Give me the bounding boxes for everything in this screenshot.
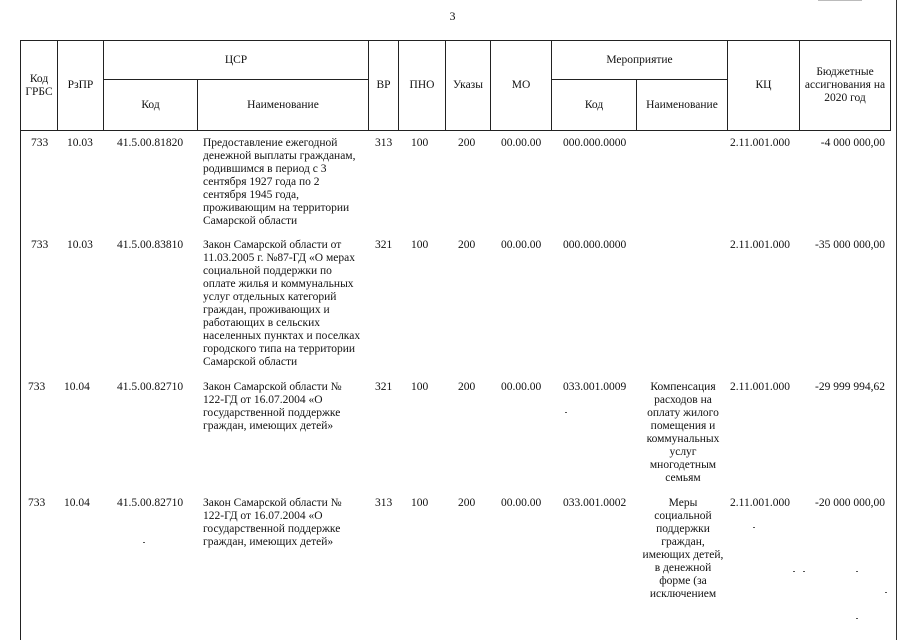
- header-kc: КЦ: [755, 79, 772, 91]
- cell-csr-kod: 41.5.00.82710: [117, 497, 184, 509]
- cell-grbs: 733: [31, 239, 49, 251]
- cell-rzpr: 10.04: [64, 497, 90, 509]
- page-number: 3: [449, 9, 456, 23]
- cell-budget: -29 999 994,62: [815, 381, 885, 393]
- cell-mer-kod: 000.000.0000: [563, 137, 627, 149]
- header-mer-name: Наименование: [646, 98, 718, 111]
- cell-csr-name: Закон Самарской области № 122-ГД от 16.07.2004 «О государственной поддержке граждан, имеющих детей»: [203, 381, 342, 432]
- col-border: [890, 40, 891, 131]
- header-rzpr: РзПР: [67, 79, 94, 91]
- cell-pno: 100: [411, 137, 429, 149]
- cell-budget: -4 000 000,00: [820, 137, 885, 149]
- header-mer-kod: Код: [584, 98, 604, 111]
- cell-rzpr: 10.04: [64, 381, 90, 393]
- header-csr-name: Наименование: [247, 98, 319, 111]
- header-mo: МО: [511, 79, 531, 91]
- cell-mo: 00.00.00: [501, 497, 542, 509]
- header-meropriyatie: Мероприятие: [606, 53, 673, 66]
- cell-mer-kod: 000.000.0000: [563, 239, 627, 251]
- cell-csr-kod: 41.5.00.81820: [117, 137, 184, 149]
- scan-speck: [793, 571, 795, 572]
- cell-vr: 321: [375, 381, 393, 393]
- cell-ukazy: 200: [458, 497, 476, 509]
- cell-vr: 321: [375, 239, 393, 251]
- cell-kc: 2.11.001.000: [730, 497, 790, 509]
- cell-ukazy: 200: [458, 137, 476, 149]
- cell-pno: 100: [411, 497, 429, 509]
- header-csr-kod: Код: [141, 98, 160, 111]
- cell-budget: -20 000 000,00: [815, 497, 885, 509]
- cell-mer-kod: 033.001.0002: [563, 497, 627, 509]
- cell-mo: 00.00.00: [501, 137, 542, 149]
- scan-speck: [856, 618, 858, 619]
- cell-kc: 2.11.001.000: [730, 137, 790, 149]
- cell-kc: 2.11.001.000: [730, 381, 790, 393]
- cell-rzpr: 10.03: [67, 239, 93, 251]
- cell-csr-name: Закон Самарской области от 11.03.2005 г. №87-ГД «О мерах социальной поддержки по оплате жилья и коммунальных услуг отдельных категорий граждан, проживающих и работающих в сельских населенных пунктах и поселках городского типа на территории Самарской области: [203, 239, 361, 368]
- scan-speck: [753, 527, 755, 528]
- scan-speck: [803, 571, 805, 572]
- header-ukazy: Указы: [453, 79, 483, 91]
- cell-kc: 2.11.001.000: [730, 239, 790, 251]
- cell-mer-kod: 033.001.0009: [563, 381, 627, 393]
- header-kod-grbs: Код ГРБС: [25, 72, 53, 98]
- scan-corner-mark: [818, 0, 862, 1]
- col-border: [20, 40, 21, 640]
- scan-speck: [143, 542, 145, 543]
- cell-mo: 00.00.00: [501, 239, 542, 251]
- header-bottom-border: [20, 130, 891, 131]
- cell-csr-name: Закон Самарской области № 122-ГД от 16.07.2004 «О государственной поддержке граждан, имеющих детей»: [203, 497, 342, 548]
- cell-mo: 00.00.00: [501, 381, 542, 393]
- header-csr: ЦСР: [224, 53, 248, 66]
- cell-grbs: 733: [28, 497, 46, 509]
- cell-ukazy: 200: [458, 239, 476, 251]
- cell-grbs: 733: [28, 381, 46, 393]
- scan-speck: [565, 412, 567, 413]
- cell-pno: 100: [411, 239, 429, 251]
- scan-speck: [885, 592, 887, 593]
- cell-csr-name: Предоставление ежегодной денежной выплаты гражданам, родившимся в период с 3 сентября 1927 года по 2 сентября 1945 года, проживающим на территории Самарской области: [203, 137, 356, 227]
- cell-vr: 313: [375, 497, 393, 509]
- cell-rzpr: 10.03: [67, 137, 93, 149]
- cell-pno: 100: [411, 381, 429, 393]
- header-budget: Бюджетные ассигнования на 2020 год: [804, 66, 886, 104]
- cell-grbs: 733: [31, 137, 49, 149]
- header-pno: ПНО: [409, 79, 435, 91]
- cell-budget: -35 000 000,00: [815, 239, 885, 251]
- scan-right-edge: [896, 0, 897, 640]
- scan-speck: [856, 571, 858, 572]
- header-vr: ВР: [376, 79, 391, 91]
- cell-vr: 313: [375, 137, 393, 149]
- cell-csr-kod: 41.5.00.83810: [117, 239, 184, 251]
- cell-mer-name: Меры социальной поддержки граждан, имеющих детей, в денежной форме (за исключением: [642, 497, 724, 600]
- cell-ukazy: 200: [458, 381, 476, 393]
- cell-csr-kod: 41.5.00.82710: [117, 381, 184, 393]
- cell-mer-name: Компенсация расходов на оплату жилого помещения и коммунальных услуг многодетным семьям: [646, 381, 720, 484]
